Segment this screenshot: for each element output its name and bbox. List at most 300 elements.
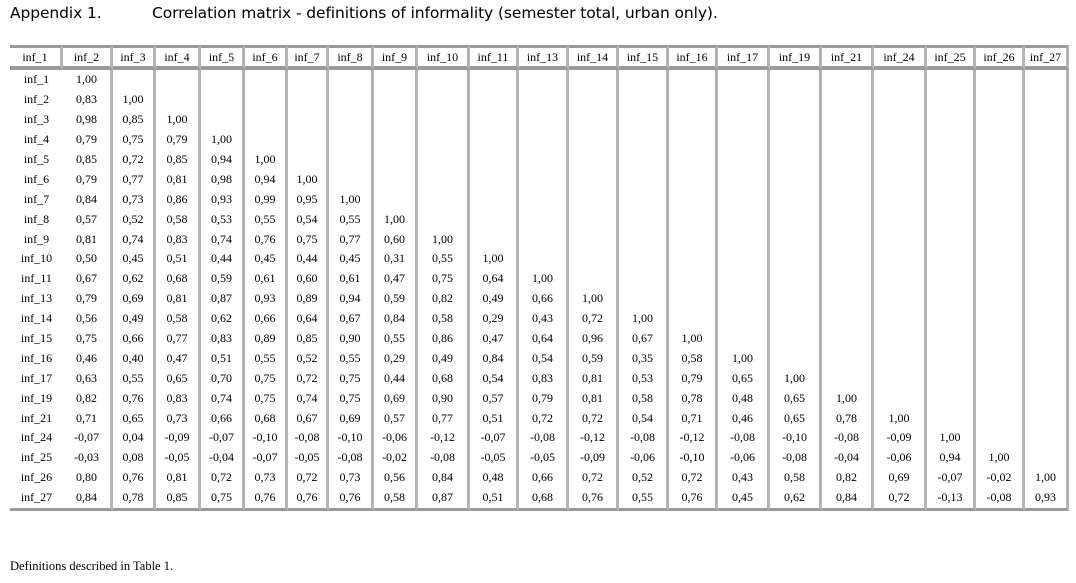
table-row: [10, 368, 1069, 388]
table-cell: [770, 249, 822, 269]
table-cell: 0,82: [418, 289, 470, 309]
table-cell: 0,74: [201, 388, 245, 408]
title-text: Correlation matrix - definitions of informality (semester total, urban only).: [152, 4, 718, 22]
table-row: [10, 209, 1069, 229]
table-cell: 0,87: [201, 289, 245, 309]
table-cell: 0,86: [156, 189, 201, 209]
table-cell: 0,58: [374, 488, 418, 511]
table-cell: 0,78: [669, 388, 718, 408]
table-cell: -0,06: [874, 448, 927, 468]
table-cell: [329, 169, 374, 189]
table-cell: [927, 289, 976, 309]
table-cell: [374, 169, 418, 189]
table-row: [10, 189, 1069, 209]
table-cell: 0,72: [874, 488, 927, 511]
table-cell: [619, 229, 669, 249]
table-cell: [470, 209, 519, 229]
table-cell: 0,85: [288, 329, 329, 349]
table-cell: -0,03: [63, 448, 113, 468]
table-cell: 0,29: [374, 348, 418, 368]
column-header: inf_19: [770, 45, 822, 70]
table-cell: 0,84: [374, 309, 418, 329]
table-cell: [874, 249, 927, 269]
table-cell: [669, 289, 718, 309]
table-row: [10, 348, 1069, 368]
table-cell: 0,54: [519, 348, 569, 368]
table-cell: 0,72: [569, 408, 619, 428]
table-cell: [245, 90, 288, 110]
table-cell: 0,66: [113, 329, 156, 349]
table-cell: [201, 90, 245, 110]
table-cell: -0,09: [156, 428, 201, 448]
table-cell: 0,59: [569, 348, 619, 368]
table-cell: 0,56: [374, 468, 418, 488]
table-cell: [470, 90, 519, 110]
table-cell: 0,98: [63, 110, 113, 130]
table-cell: -0,06: [374, 428, 418, 448]
table-row: [10, 448, 1069, 468]
row-header: inf_1: [23, 72, 50, 87]
table-cell: 1,00: [569, 289, 619, 309]
table-cell: [770, 90, 822, 110]
table-row: [10, 90, 1069, 110]
table-cell: [569, 130, 619, 150]
table-cell: [822, 169, 874, 189]
table-cell: [718, 70, 770, 90]
table-cell: [927, 249, 976, 269]
table-cell: -0,12: [569, 428, 619, 448]
table-cell: 1,00: [619, 309, 669, 329]
table-cell: 0,55: [329, 209, 374, 229]
table-cell: [770, 348, 822, 368]
row-header: inf_21: [20, 410, 53, 425]
table-cell: 0,64: [288, 309, 329, 329]
table-row: [10, 309, 1069, 329]
table-cell: [1025, 189, 1069, 209]
table-cell: 0,79: [63, 130, 113, 150]
table-cell: 0,84: [418, 468, 470, 488]
table-cell: [927, 329, 976, 349]
table-cell: 0,50: [63, 249, 113, 269]
table-cell: 0,73: [156, 408, 201, 428]
table-cell: 0,79: [519, 388, 569, 408]
table-cell: [718, 309, 770, 329]
table-cell: [669, 110, 718, 130]
table-cell: 0,75: [113, 130, 156, 150]
table-cell: [770, 329, 822, 349]
row-header: inf_9: [23, 231, 50, 246]
table-cell: [418, 169, 470, 189]
table-cell: [1025, 448, 1069, 468]
table-cell: [874, 309, 927, 329]
table-cell: [874, 368, 927, 388]
table-cell: 0,52: [113, 209, 156, 229]
table-cell: 0,72: [569, 309, 619, 329]
table-cell: 0,79: [669, 368, 718, 388]
table-cell: 0,72: [288, 468, 329, 488]
table-cell: 0,55: [374, 329, 418, 349]
table-cell: 0,43: [718, 468, 770, 488]
table-cell: [374, 70, 418, 90]
table-cell: [113, 70, 156, 90]
table-cell: 0,83: [201, 329, 245, 349]
table-cell: 0,46: [718, 408, 770, 428]
table-cell: [770, 110, 822, 130]
table-cell: [418, 130, 470, 150]
table-cell: 0,55: [245, 348, 288, 368]
column-header: inf_27: [1025, 45, 1069, 70]
row-header: inf_7: [23, 191, 50, 206]
table-cell: [1025, 130, 1069, 150]
table-cell: 0,99: [245, 189, 288, 209]
table-cell: 0,55: [329, 348, 374, 368]
table-cell: 0,94: [245, 169, 288, 189]
table-cell: 0,54: [288, 209, 329, 229]
table-cell: 0,63: [63, 368, 113, 388]
table-cell: [470, 169, 519, 189]
table-cell: 0,81: [569, 388, 619, 408]
table-cell: [519, 209, 569, 229]
table-cell: [669, 70, 718, 90]
table-cell: 0,46: [63, 348, 113, 368]
table-cell: [927, 209, 976, 229]
table-cell: [619, 150, 669, 170]
table-cell: -0,06: [619, 448, 669, 468]
table-cell: [418, 189, 470, 209]
table-cell: 0,65: [156, 368, 201, 388]
column-header: inf_26: [976, 45, 1025, 70]
table-row: [10, 269, 1069, 289]
table-cell: [927, 368, 976, 388]
table-cell: 1,00: [669, 329, 718, 349]
table-cell: 0,64: [519, 329, 569, 349]
table-cell: [569, 189, 619, 209]
table-row: [10, 169, 1069, 189]
table-cell: 1,00: [113, 90, 156, 110]
table-cell: 0,89: [245, 329, 288, 349]
table-cell: [770, 269, 822, 289]
table-cell: [1025, 428, 1069, 448]
table-cell: [976, 348, 1025, 368]
table-cell: [718, 130, 770, 150]
table-cell: -0,12: [669, 428, 718, 448]
table-cell: 0,65: [770, 388, 822, 408]
table-row: [10, 249, 1069, 269]
row-header: inf_26: [20, 470, 53, 485]
table-cell: [927, 130, 976, 150]
table-cell: 0,68: [156, 269, 201, 289]
table-cell: [329, 70, 374, 90]
table-cell: 0,55: [113, 368, 156, 388]
table-cell: 0,69: [374, 388, 418, 408]
table-cell: 0,58: [770, 468, 822, 488]
table-cell: 1,00: [418, 229, 470, 249]
table-cell: [976, 90, 1025, 110]
table-cell: -0,08: [770, 448, 822, 468]
column-header: inf_14: [569, 45, 619, 70]
table-cell: 0,44: [201, 249, 245, 269]
table-cell: 1,00: [822, 388, 874, 408]
table-cell: [976, 189, 1025, 209]
table-cell: -0,07: [201, 428, 245, 448]
table-cell: [976, 150, 1025, 170]
table-row: [10, 468, 1069, 488]
table-cell: -0,05: [288, 448, 329, 468]
table-cell: [288, 70, 329, 90]
table-header-row: [10, 45, 1069, 70]
table-cell: 0,64: [470, 269, 519, 289]
table-cell: [718, 189, 770, 209]
table-cell: [718, 269, 770, 289]
table-cell: 0,86: [418, 329, 470, 349]
table-row: [10, 329, 1069, 349]
row-header: inf_15: [20, 331, 53, 346]
table-cell: 0,52: [288, 348, 329, 368]
table-cell: 0,90: [329, 329, 374, 349]
table-cell: 0,67: [288, 408, 329, 428]
table-cell: [976, 309, 1025, 329]
table-cell: [156, 90, 201, 110]
table-cell: 0,73: [113, 189, 156, 209]
table-cell: 0,93: [201, 189, 245, 209]
table-cell: 0,69: [874, 468, 927, 488]
row-header: inf_2: [23, 92, 50, 107]
table-cell: 0,77: [113, 169, 156, 189]
table-cell: [822, 150, 874, 170]
table-cell: [1025, 408, 1069, 428]
table-cell: [470, 70, 519, 90]
row-header: inf_17: [20, 370, 53, 385]
table-cell: 0,85: [113, 110, 156, 130]
table-cell: -0,07: [927, 468, 976, 488]
table-cell: [569, 209, 619, 229]
column-header: inf_8: [329, 45, 374, 70]
table-cell: 1,00: [288, 169, 329, 189]
table-cell: [519, 70, 569, 90]
table-cell: [1025, 229, 1069, 249]
table-cell: -0,09: [569, 448, 619, 468]
table-cell: [669, 189, 718, 209]
row-header: inf_24: [20, 430, 53, 445]
table-cell: 0,76: [669, 488, 718, 511]
table-cell: [770, 150, 822, 170]
table-cell: 0,62: [201, 309, 245, 329]
table-cell: 0,08: [113, 448, 156, 468]
table-cell: [874, 329, 927, 349]
table-cell: -0,08: [519, 428, 569, 448]
table-cell: -0,07: [470, 428, 519, 448]
table-cell: -0,10: [669, 448, 718, 468]
table-cell: -0,02: [374, 448, 418, 468]
table-cell: 0,83: [156, 388, 201, 408]
table-cell: 0,74: [288, 388, 329, 408]
table-cell: 0,45: [113, 249, 156, 269]
table-cell: [288, 110, 329, 130]
table-cell: [329, 150, 374, 170]
table-cell: [288, 90, 329, 110]
table-cell: 0,76: [113, 468, 156, 488]
table-cell: [927, 408, 976, 428]
table-cell: 0,75: [201, 488, 245, 511]
table-cell: [976, 408, 1025, 428]
table-cell: [874, 90, 927, 110]
table-cell: [770, 189, 822, 209]
table-cell: [669, 209, 718, 229]
table-cell: 0,83: [63, 90, 113, 110]
table-cell: [329, 90, 374, 110]
table-cell: 0,94: [201, 150, 245, 170]
table-cell: 0,53: [619, 368, 669, 388]
table-cell: 0,76: [245, 488, 288, 511]
table-cell: 0,76: [288, 488, 329, 511]
row-header: inf_19: [20, 390, 53, 405]
table-cell: 0,82: [822, 468, 874, 488]
table-cell: 0,84: [470, 348, 519, 368]
table-cell: -0,02: [976, 468, 1025, 488]
table-cell: [418, 90, 470, 110]
table-cell: 0,73: [329, 468, 374, 488]
table-cell: 0,93: [245, 289, 288, 309]
table-cell: [718, 90, 770, 110]
table-cell: [374, 189, 418, 209]
table-cell: [569, 90, 619, 110]
table-cell: [569, 229, 619, 249]
table-cell: 0,94: [329, 289, 374, 309]
table-cell: [718, 150, 770, 170]
table-cell: [519, 90, 569, 110]
table-cell: -0,07: [63, 428, 113, 448]
table-cell: 1,00: [374, 209, 418, 229]
table-cell: [245, 70, 288, 90]
page-title: [10, 4, 718, 22]
table-cell: 0,81: [156, 289, 201, 309]
row-header: inf_25: [20, 450, 53, 465]
table-cell: [976, 368, 1025, 388]
table-cell: 0,52: [619, 468, 669, 488]
column-header: inf_6: [245, 45, 288, 70]
table-row: [10, 408, 1069, 428]
table-cell: 0,44: [288, 249, 329, 269]
table-cell: [874, 289, 927, 309]
table-cell: [418, 209, 470, 229]
table-cell: 0,78: [822, 408, 874, 428]
column-header: inf_10: [418, 45, 470, 70]
table-cell: [927, 348, 976, 368]
table-cell: [569, 110, 619, 130]
column-header: inf_5: [201, 45, 245, 70]
table-cell: [718, 209, 770, 229]
table-cell: [874, 269, 927, 289]
table-cell: [770, 169, 822, 189]
row-header: inf_4: [23, 132, 50, 147]
table-cell: 0,81: [156, 169, 201, 189]
table-cell: 0,80: [63, 468, 113, 488]
column-header: inf_17: [718, 45, 770, 70]
table-cell: 1,00: [770, 368, 822, 388]
table-cell: [976, 169, 1025, 189]
table-cell: [976, 428, 1025, 448]
table-cell: [976, 269, 1025, 289]
table-cell: -0,08: [288, 428, 329, 448]
table-cell: [619, 169, 669, 189]
table-row: [10, 229, 1069, 249]
table-cell: [245, 130, 288, 150]
table-cell: [569, 70, 619, 90]
table-cell: [770, 289, 822, 309]
table-cell: 1,00: [63, 70, 113, 90]
table-cell: [874, 209, 927, 229]
table-cell: [519, 249, 569, 269]
row-header: inf_27: [10, 488, 63, 511]
table-cell: [329, 110, 374, 130]
table-cell: 0,60: [374, 229, 418, 249]
row-header: inf_16: [20, 350, 53, 365]
table-cell: 0,69: [329, 408, 374, 428]
table-cell: [619, 130, 669, 150]
row-header: inf_6: [23, 171, 50, 186]
table-cell: 0,67: [329, 309, 374, 329]
row-header: inf_5: [23, 152, 50, 166]
table-cell: 0,49: [113, 309, 156, 329]
table-cell: 1,00: [874, 408, 927, 428]
table-cell: 0,35: [619, 348, 669, 368]
table-cell: 0,04: [113, 428, 156, 448]
table-cell: [718, 329, 770, 349]
table-cell: [927, 70, 976, 90]
table-cell: 0,60: [288, 269, 329, 289]
table-cell: 1,00: [927, 428, 976, 448]
table-cell: 0,94: [927, 448, 976, 468]
table-cell: 0,31: [374, 249, 418, 269]
table-cell: 1,00: [1025, 468, 1069, 488]
table-cell: 0,96: [569, 329, 619, 349]
table-cell: [822, 249, 874, 269]
table-cell: [976, 289, 1025, 309]
table-cell: [822, 269, 874, 289]
table-cell: [669, 169, 718, 189]
table-cell: [1025, 110, 1069, 130]
table-cell: [1025, 150, 1069, 170]
table-cell: [822, 130, 874, 150]
table-cell: 0,43: [519, 309, 569, 329]
table-cell: -0,06: [718, 448, 770, 468]
table-cell: 0,58: [156, 309, 201, 329]
table-cell: [874, 388, 927, 408]
table-cell: 1,00: [156, 110, 201, 130]
column-header: inf_13: [519, 45, 569, 70]
table-cell: 0,55: [619, 488, 669, 511]
table-cell: [619, 289, 669, 309]
table-cell: 0,73: [245, 468, 288, 488]
table-cell: 0,79: [63, 169, 113, 189]
table-cell: -0,04: [201, 448, 245, 468]
table-cell: [927, 309, 976, 329]
table-cell: 0,77: [418, 408, 470, 428]
table-cell: 0,57: [374, 408, 418, 428]
table-cell: [669, 130, 718, 150]
table-cell: [1025, 309, 1069, 329]
table-cell: [976, 70, 1025, 90]
table-cell: 0,40: [113, 348, 156, 368]
table-cell: 1,00: [201, 130, 245, 150]
table-cell: 0,98: [201, 169, 245, 189]
column-header: inf_7: [288, 45, 329, 70]
table-row: [10, 488, 1069, 511]
table-cell: 0,51: [201, 348, 245, 368]
row-header: inf_3: [23, 112, 50, 127]
table-cell: 0,59: [374, 289, 418, 309]
table-cell: [927, 169, 976, 189]
